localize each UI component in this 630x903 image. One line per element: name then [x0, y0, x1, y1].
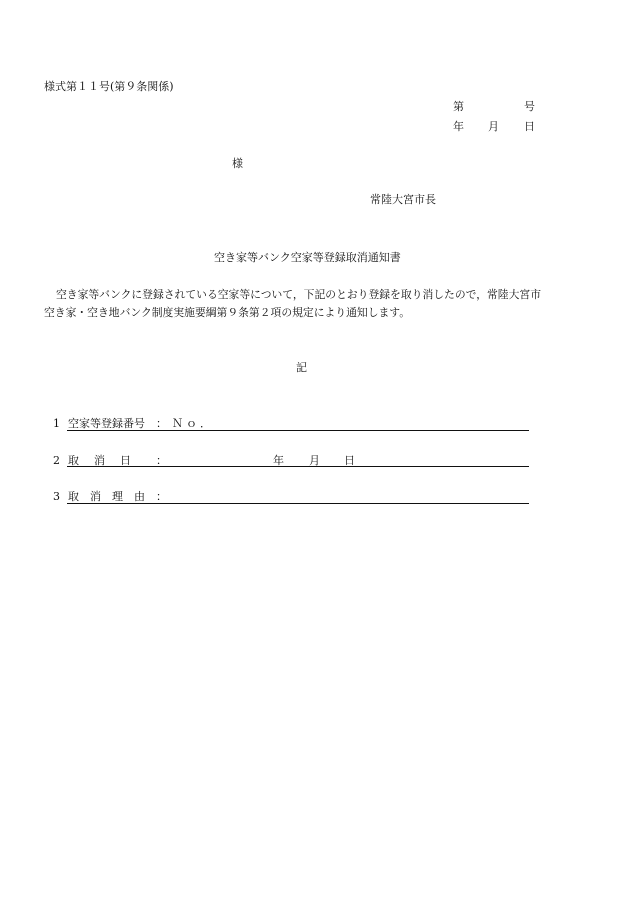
date-year-label: 年: [453, 120, 464, 133]
document-title: 空き家等バンク空家等登録取消通知書: [214, 251, 401, 264]
doc-number-suffix: 号: [524, 100, 535, 113]
item-number: 3: [53, 490, 60, 503]
registration-no-label: Ｎｏ．: [172, 417, 214, 430]
form-number-label: 様式第１１号(第９条関係): [44, 80, 174, 93]
item-number: 2: [53, 454, 60, 467]
cancel-date-month-label: 月: [309, 454, 320, 467]
item-label: 取 消 理 由: [68, 490, 145, 503]
item-2-underline: [67, 466, 529, 467]
issuer-name: 常陸大宮市長: [370, 193, 436, 206]
item-colon: ：: [156, 490, 167, 503]
item-colon: ：: [156, 454, 167, 467]
date-month-label: 月: [488, 120, 499, 133]
item-label: 空家等登録番号: [68, 417, 145, 430]
item-colon: ：: [156, 417, 167, 430]
item-1-underline: [67, 430, 529, 431]
cancel-date-day-label: 日: [344, 454, 355, 467]
doc-number-prefix: 第: [453, 100, 464, 113]
date-day-label: 日: [524, 120, 535, 133]
cancel-date-year-label: 年: [273, 454, 284, 467]
item-3-underline: [67, 503, 529, 504]
item-label: 取 消 日: [68, 454, 133, 467]
item-number: 1: [53, 417, 60, 430]
body-text-line-1: 空き家等バンクに登録されている空家等について，下記のとおり登録を取り消したので，常陸大宮市: [56, 288, 541, 301]
ki-heading: 記: [296, 361, 307, 374]
addressee-honorific: 様: [232, 157, 243, 170]
body-text-line-2: 空き家・空き地バンク制度実施要綱第９条第２項の規定により通知します。: [44, 306, 411, 319]
